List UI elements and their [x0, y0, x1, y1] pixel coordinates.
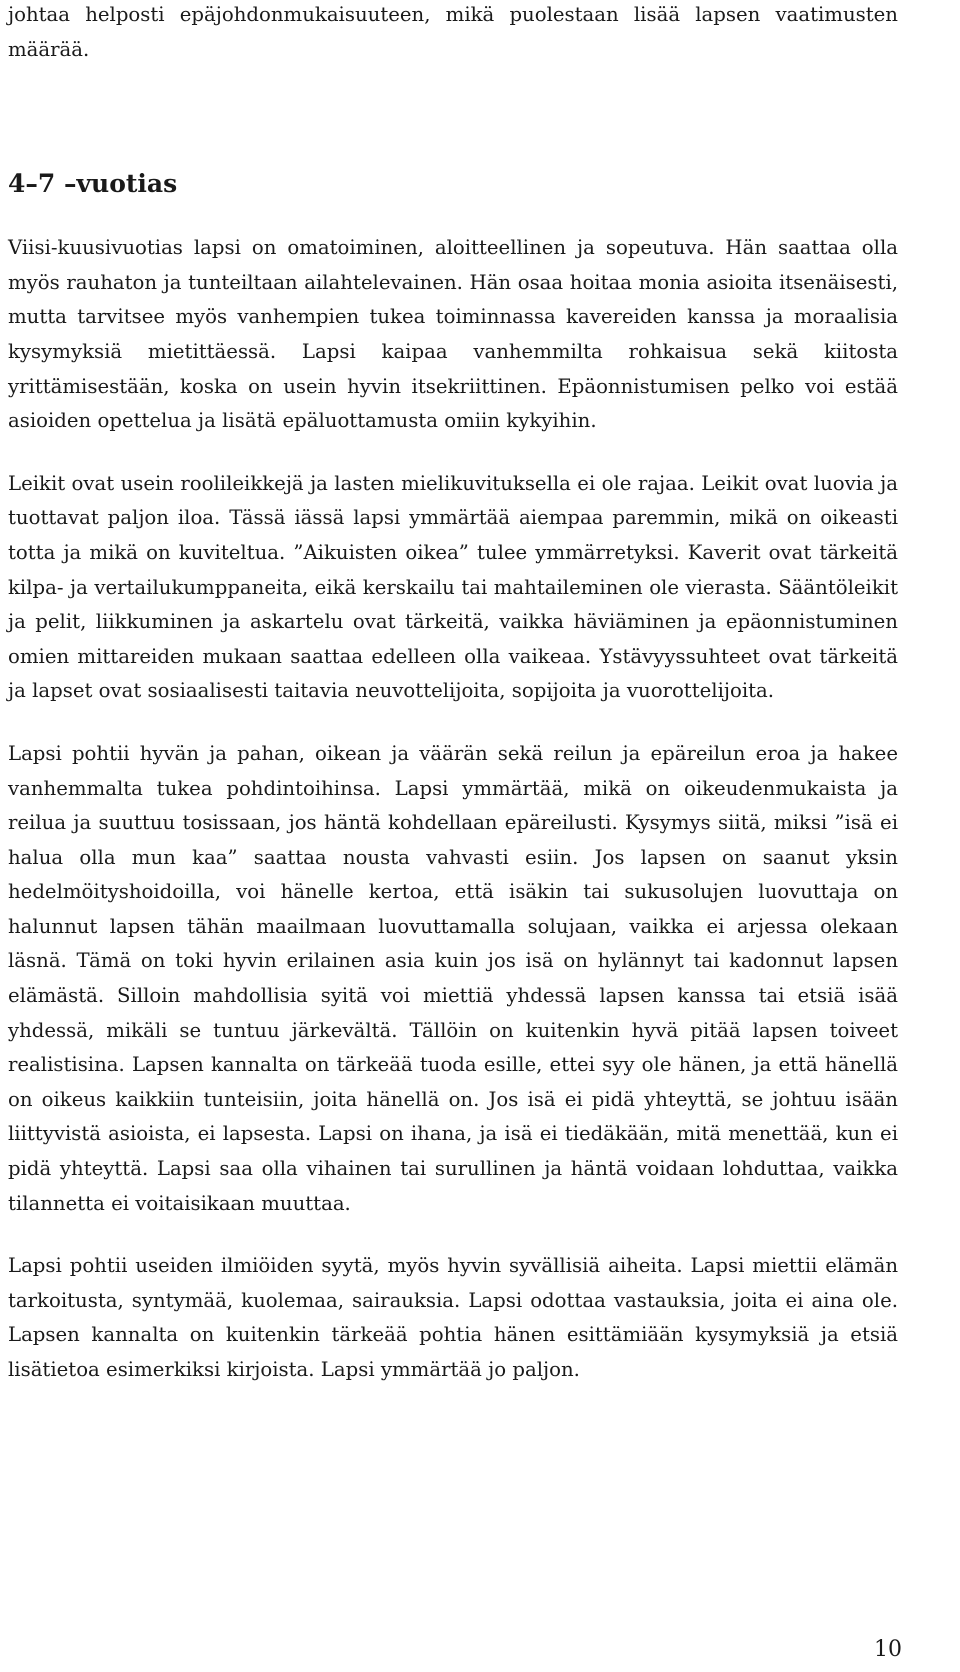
paragraph-2: Leikit ovat usein roolileikkejä ja lasten mielikuvituksella ei ole rajaa. Leikit ovat luovia ja tuottavat paljon iloa. Tässä iässä lapsi ymmärtää aiempaa paremmin, mikä on oikeasti totta ja mikä on kuviteltua. ”Aikuisten oikea” tulee ymmärretyksi. Kaverit ovat tärkeitä kilpa- ja vertailukumppaneita, eikä kerskailu tai mahtaileminen ole vierasta. Sääntöleikit ja pelit, liikkuminen ja askartelu ovat tärkeitä, vaikka häviäminen ja epäonnistuminen omien mittareiden mukaan saattaa edelleen olla vaikeaa. Ystävyyssuhteet ovat tärkeitä ja lapset ovat sosiaalisesti taitavia neuvottelijoita, sopijoita ja vuorottelijoita.: [8, 471, 898, 703]
paragraph-1: Viisi-kuusivuotias lapsi on omatoiminen, aloitteellinen ja sopeutuva. Hän saattaa olla myös rauhaton ja tunteiltaan ailahtelevainen. Hän osaa hoitaa monia asioita itsenäisesti, mutta tarvitsee myös vanhempien tukea toiminnassa kavereiden kanssa ja moraalisia kysymyksiä mietittäessä. Lapsi kaipaa vanhemmilta rohkaisua sekä kiitosta yrittämisestään, koska on usein hyvin itsekriittinen. Epäonnistumisen pelko voi estää asioiden opettelua ja lisätä epäluottamusta omiin kykyihin.: [8, 236, 898, 433]
section-heading: 4–7 –vuotias: [8, 169, 178, 199]
document-page: [8, 0, 898, 1388]
intro-paragraph: johtaa helposti epäjohdonmukaisuuteen, mikä puolestaan lisää lapsen vaatimusten määrää.: [8, 3, 898, 61]
paragraph-4: Lapsi pohtii useiden ilmiöiden syytä, myös hyvin syvällisiä aiheita. Lapsi miettii elämän tarkoitusta, syntymää, kuolemaa, sairauksia. Lapsi odottaa vastauksia, joita ei aina ole. Lapsen kannalta on kuitenkin tärkeää pohtia hänen esittämiään kysymyksiä ja etsiä lisätietoa esimerkiksi kirjoista. Lapsi ymmärtää jo paljon.: [8, 1254, 898, 1381]
paragraph-3: Lapsi pohtii hyvän ja pahan, oikean ja väärän sekä reilun ja epäreilun eroa ja hakee vanhemmalta tukea pohdintoihinsa. Lapsi ymmärtää, mikä on oikeudenmukaista ja reilua ja suuttuu tosissaan, jos häntä kohdellaan epäreilusti. Kysymys siitä, miksi ”isä ei halua olla mun kaa” saattaa nousta vahvasti esiin. Jos lapsen on saanut yksin hedelmöityshoidoilla, voi hänelle kertoa, että isäkin tai sukusolujen luovuttaja on halunnut lapsen tähän maailmaan luovuttamalla solujaan, vaikka ei arjessa olekaan läsnä. Tämä on toki hyvin erilainen asia kuin jos isä on hylännyt tai kadonnut lapsen elämästä. Silloin mahdollisia syitä voi miettiä yhdessä lapsen kanssa tai etsiä isää yhdessä, mikäli se tuntuu järkevältä. Tällöin on kuitenkin hyvä pitää lapsen toiveet realistisina. Lapsen kannalta on tärkeää tuoda esille, ettei syy ole hänen, ja että hänellä on oikeus kaikkiin tunteisiin, joita hänellä on. Jos isä ei pidä yhteyttä, se johtuu isään liittyvistä asioista, ei lapsesta. Lapsi on ihana, ja isä ei tiedäkään, mitä menettää, kun ei pidä yhteyttä. Lapsi saa olla vihainen tai surullinen ja häntä voidaan lohduttaa, vaikka tilannetta ei voitaisikaan muuttaa.: [8, 741, 898, 1215]
page-number: 10: [874, 1637, 902, 1662]
